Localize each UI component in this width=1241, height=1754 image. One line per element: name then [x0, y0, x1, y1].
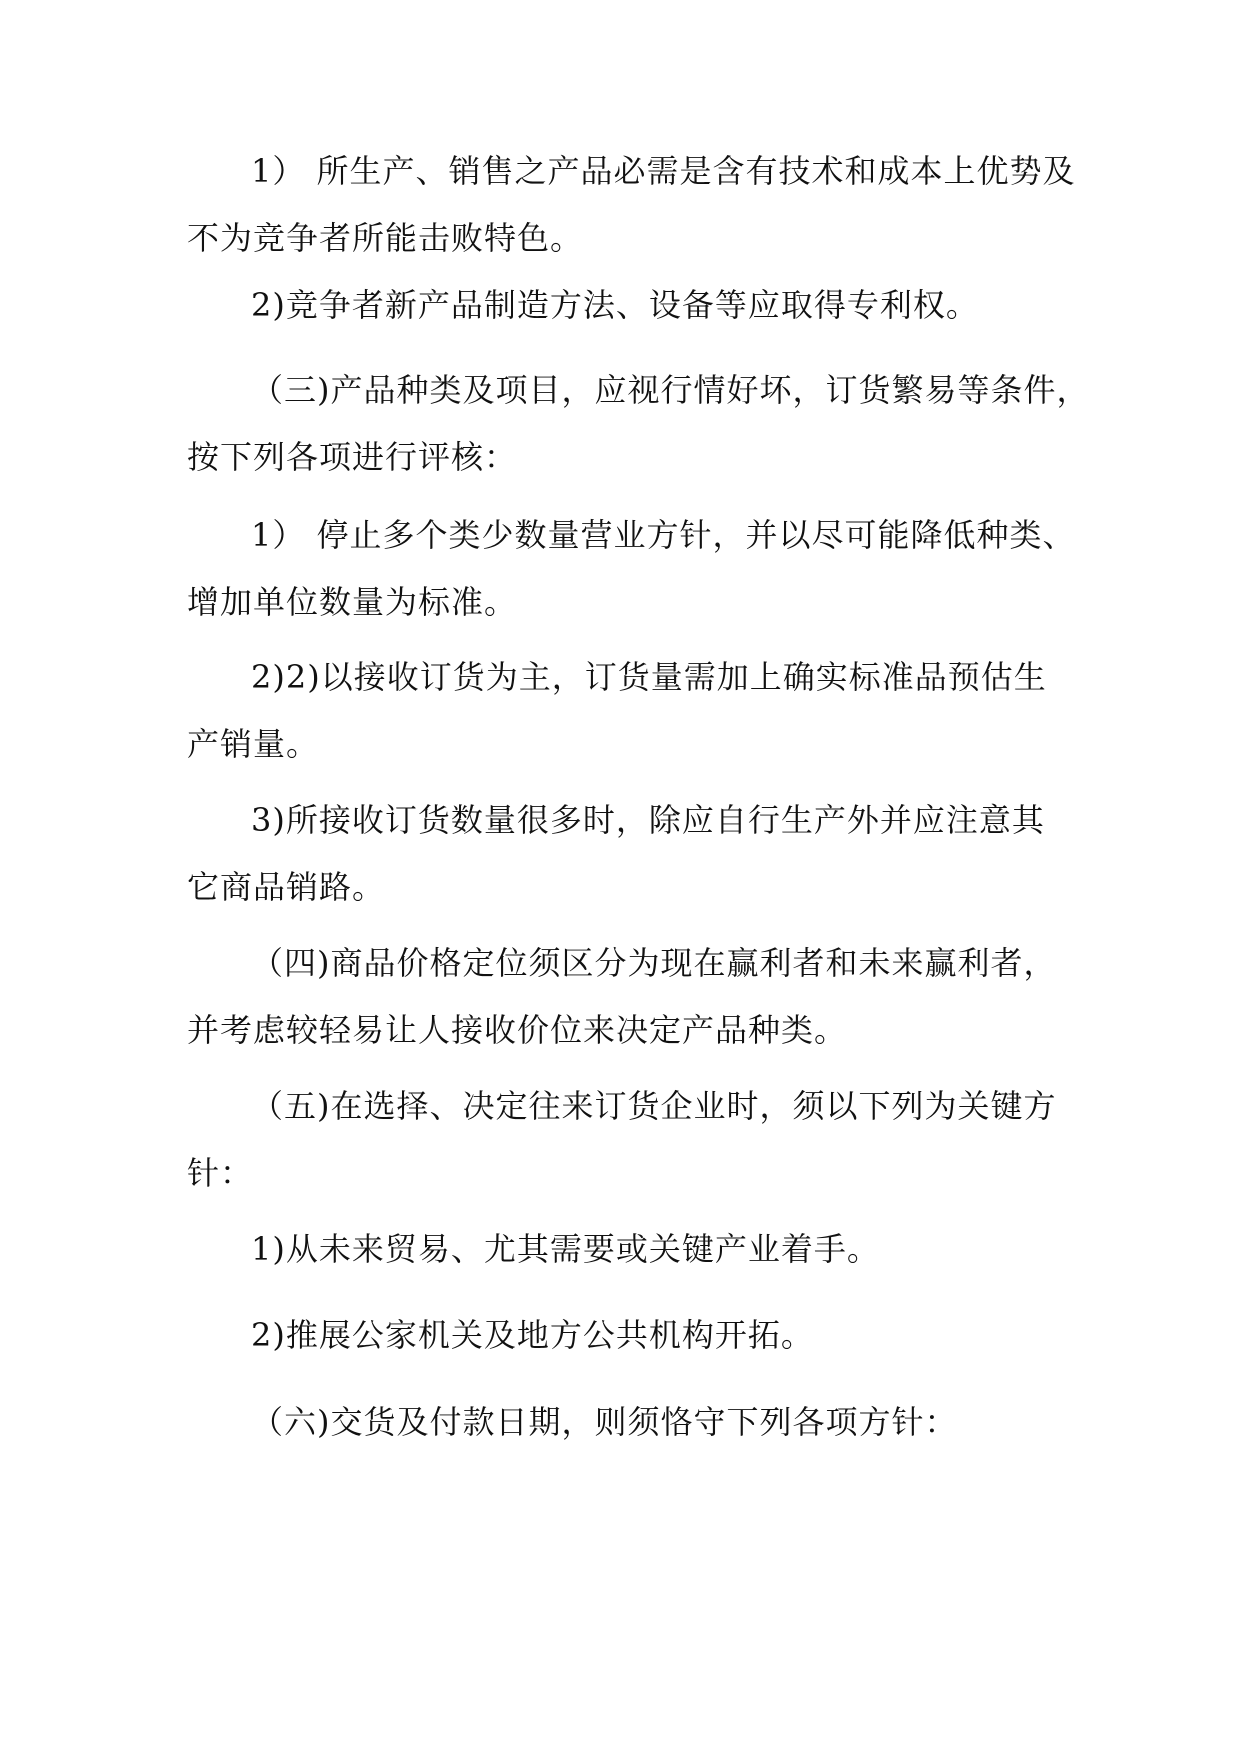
paragraph-line: （四)商品价格定位须区分为现在赢利者和未来赢利者，: [251, 944, 1057, 982]
paragraph-2: [187, 272, 1057, 339]
paragraph-line: 增加单位数量为标准。: [187, 583, 518, 621]
paragraph-3: [187, 357, 1090, 491]
paragraph-line: 2)推展公家机关及地方公共机构开拓。: [251, 1316, 814, 1354]
paragraph-line: 1） 所生产、销售之产品必需是含有技术和成本上优势及: [251, 152, 1076, 190]
paragraph-4: [187, 502, 1076, 636]
paragraph-line: （三)产品种类及项目，应视行情好坏，订货繁易等条件，: [251, 371, 1090, 409]
paragraph-line: 1） 停止多个类少数量营业方针，并以尽可能降低种类、: [251, 516, 1076, 554]
paragraph-line: 1)从未来贸易、尤其需要或关键产业着手。: [251, 1230, 880, 1268]
paragraph-line: 针：: [187, 1154, 254, 1192]
paragraph-11: [187, 1389, 1057, 1456]
paragraph-line: 产销量。: [187, 725, 320, 763]
paragraph-8: [187, 1073, 1057, 1207]
paragraph-line: 3)所接收订货数量很多时，除应自行生产外并应注意其: [251, 801, 1045, 839]
paragraph-5: [187, 644, 1057, 778]
paragraph-1: [187, 138, 1076, 272]
paragraph-line: 不为竞争者所能击败特色。: [187, 219, 584, 257]
paragraph-line: 2)2)以接收订货为主，订货量需加上确实标准品预估生: [251, 658, 1047, 696]
paragraph-9: [187, 1216, 1057, 1283]
paragraph-line: 它商品销路。: [187, 868, 386, 906]
paragraph-line: （五)在选择、决定往来订货企业时，须以下列为关键方: [251, 1087, 1057, 1125]
paragraph-line: 并考虑较轻易让人接收价位来决定产品种类。: [187, 1011, 848, 1049]
paragraph-line: （六)交货及付款日期，则须恪守下列各项方针：: [251, 1403, 958, 1441]
paragraph-7: [187, 930, 1057, 1064]
paragraph-6: [187, 787, 1057, 921]
paragraph-line: 2)竞争者新产品制造方法、设备等应取得专利权。: [251, 286, 979, 324]
paragraph-10: [187, 1302, 1057, 1369]
paragraph-line: 按下列各项进行评核：: [187, 438, 518, 476]
